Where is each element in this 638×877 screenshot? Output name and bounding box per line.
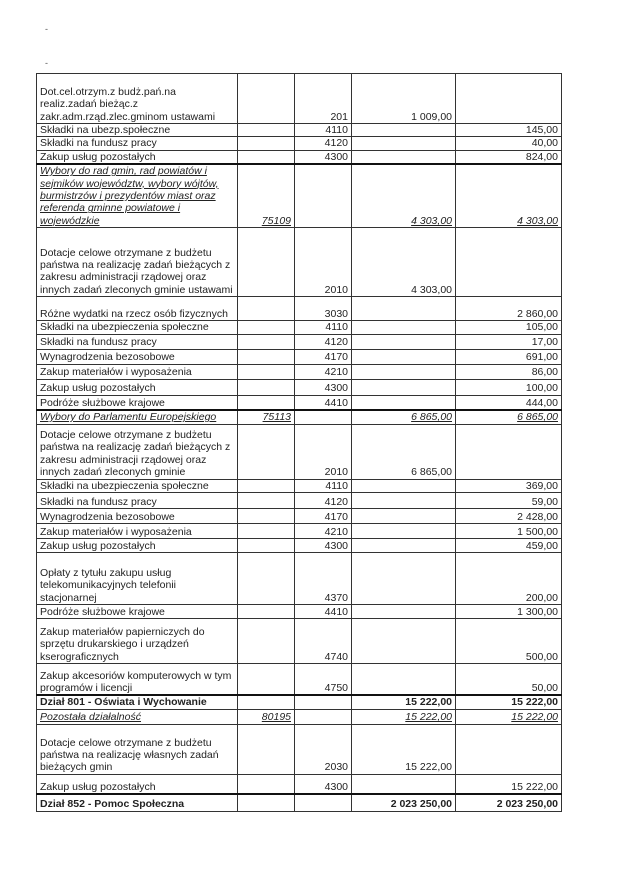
description-cell-text: Zakup materiałów i wyposażenia [40, 366, 192, 379]
description-cell [37, 321, 238, 334]
paragraph-cell-text: 2030 [324, 761, 348, 774]
description-cell [37, 410, 238, 424]
expenditure-cell-text: 500,00 [525, 650, 558, 663]
revenue-cell [352, 552, 456, 604]
paragraph-cell-text: 4210 [324, 366, 348, 379]
paragraph-cell [295, 663, 352, 695]
table-row [37, 379, 562, 395]
chapter-cell [238, 379, 295, 395]
chapter-cell [238, 523, 295, 538]
description-cell [37, 395, 238, 410]
expenditure-cell [456, 228, 562, 297]
description-cell-text: Zakup materiałów i wyposażenia [40, 525, 192, 538]
revenue-cell [352, 124, 456, 137]
expenditure-cell [456, 523, 562, 538]
paragraph-cell [295, 364, 352, 379]
description-cell [37, 228, 238, 297]
chapter-cell [238, 695, 295, 709]
paragraph-cell-text: 2010 [324, 283, 348, 296]
chapter-cell [238, 508, 295, 523]
description-cell-text: Składki na fundusz pracy [40, 495, 157, 508]
paragraph-cell-text: 4110 [325, 321, 348, 334]
paragraph-cell-text: 4750 [324, 682, 348, 695]
description-cell [37, 538, 238, 552]
table-row [37, 150, 562, 164]
chapter-cell [238, 164, 295, 228]
revenue-cell [352, 618, 456, 663]
expenditure-cell [456, 410, 562, 424]
revenue-cell-text: 15 222,00 [405, 761, 452, 774]
description-cell-text: Wynagrodzenia bezosobowe [40, 351, 175, 364]
expenditure-cell [456, 297, 562, 321]
revenue-cell [352, 794, 456, 811]
paragraph-cell-text: 201 [330, 110, 348, 123]
revenue-cell [352, 137, 456, 150]
paragraph-cell [295, 349, 352, 364]
expenditure-cell [456, 479, 562, 492]
description-cell [37, 709, 238, 724]
paragraph-cell-text: 4300 [324, 539, 348, 552]
table-row [37, 774, 562, 794]
description-cell [37, 663, 238, 695]
revenue-cell [352, 228, 456, 297]
table-row [37, 724, 562, 774]
paragraph-cell [295, 794, 352, 811]
paragraph-cell [295, 410, 352, 424]
chapter-cell [238, 774, 295, 794]
description-cell [37, 424, 238, 479]
chapter-cell-text: 80195 [261, 711, 291, 724]
description-cell [37, 379, 238, 395]
chapter-cell [238, 663, 295, 695]
expenditure-cell [456, 379, 562, 395]
expenditure-cell [456, 552, 562, 604]
revenue-cell [352, 364, 456, 379]
table-row [37, 297, 562, 321]
paragraph-cell [295, 297, 352, 321]
table-row [37, 395, 562, 410]
paragraph-cell [295, 137, 352, 150]
paragraph-cell-text: 4110 [325, 479, 348, 492]
chapter-cell [238, 410, 295, 424]
expenditure-cell [456, 424, 562, 479]
paragraph-cell [295, 334, 352, 349]
description-cell-text: Zakup usług pozostałych [40, 382, 156, 395]
revenue-cell-text: 15 222,00 [405, 711, 452, 724]
expenditure-cell-text: 105,00 [525, 321, 558, 334]
paragraph-cell-text: 4120 [324, 137, 348, 150]
description-cell [37, 604, 238, 618]
paragraph-cell [295, 492, 352, 508]
chapter-cell [238, 538, 295, 552]
description-cell-text: Podróże służbowe krajowe [40, 605, 165, 618]
description-cell [37, 618, 238, 663]
chapter-cell [238, 364, 295, 379]
paragraph-cell [295, 124, 352, 137]
expenditure-cell [456, 74, 562, 124]
chapter-cell [238, 124, 295, 137]
table-row [37, 424, 562, 479]
table-row [37, 618, 562, 663]
description-cell-text: Składki na fundusz pracy [40, 137, 157, 150]
expenditure-cell-text: 444,00 [525, 396, 558, 409]
description-cell-text: Składki na ubezpieczenia społeczne [40, 479, 209, 492]
paragraph-cell [295, 552, 352, 604]
expenditure-cell-text: 15 222,00 [511, 780, 558, 793]
revenue-cell [352, 395, 456, 410]
expenditure-cell-text: 4 303,00 [517, 214, 558, 227]
table-row [37, 349, 562, 364]
revenue-cell [352, 538, 456, 552]
chapter-cell [238, 228, 295, 297]
paragraph-cell [295, 395, 352, 410]
table-row [37, 663, 562, 695]
revenue-cell [352, 334, 456, 349]
paragraph-cell [295, 724, 352, 774]
description-cell-text: Zakup usług pozostałych [40, 539, 156, 552]
description-cell-text: Dotacje celowe otrzymane z budżetu państwa na realizację zadań bieżących z zakresu administracji rządowej oraz innych zadań zleconych gminie [40, 428, 231, 479]
paragraph-cell [295, 150, 352, 164]
expenditure-cell [456, 618, 562, 663]
revenue-cell [352, 410, 456, 424]
expenditure-cell-text: 100,00 [525, 382, 558, 395]
paragraph-cell-text: 4370 [324, 591, 348, 604]
paragraph-cell [295, 618, 352, 663]
expenditure-cell [456, 364, 562, 379]
description-cell-text: Dot.cel.otrzym.z budż.pań.na realiz.zadań bieżąc.z zakr.adm.rząd.zlec.gminom ustawami [40, 85, 216, 123]
chapter-cell [238, 74, 295, 124]
paragraph-cell [295, 74, 352, 124]
table-row [37, 552, 562, 604]
table-row [37, 334, 562, 349]
chapter-cell [238, 724, 295, 774]
paragraph-cell [295, 709, 352, 724]
description-cell-text: Podróże służbowe krajowe [40, 396, 165, 409]
description-cell [37, 150, 238, 164]
description-cell-text: Zakup usług pozostałych [40, 150, 156, 163]
chapter-cell [238, 395, 295, 410]
expenditure-cell-text: 824,00 [525, 150, 558, 163]
revenue-cell-text: 6 865,00 [411, 411, 452, 424]
description-cell [37, 492, 238, 508]
table-row [37, 492, 562, 508]
paragraph-cell-text: 4740 [324, 650, 348, 663]
description-cell [37, 508, 238, 523]
description-cell [37, 74, 238, 124]
expenditure-cell-text: 86,00 [531, 366, 558, 379]
revenue-cell [352, 523, 456, 538]
expenditure-cell-text: 59,00 [531, 495, 558, 508]
chapter-cell [238, 552, 295, 604]
description-cell [37, 724, 238, 774]
paragraph-cell-text: 4120 [324, 336, 348, 349]
paragraph-cell [295, 523, 352, 538]
expenditure-cell [456, 164, 562, 228]
expenditure-cell [456, 709, 562, 724]
chapter-cell [238, 349, 295, 364]
revenue-cell-text: 4 303,00 [411, 214, 452, 227]
description-cell-text: Zakup akcesoriów komputerowych w tym programów i licencji [40, 669, 232, 695]
expenditure-cell [456, 695, 562, 709]
table-row [37, 479, 562, 492]
subsection-row [37, 709, 562, 724]
table-row [37, 523, 562, 538]
expenditure-cell-text: 2 428,00 [517, 510, 558, 523]
table-row [37, 124, 562, 137]
paragraph-cell [295, 479, 352, 492]
chapter-cell-text: 75113 [262, 411, 291, 424]
paragraph-cell [295, 508, 352, 523]
section-total-row [37, 794, 562, 811]
description-cell [37, 364, 238, 379]
description-cell-text: Pozostała działalność [40, 711, 141, 724]
expenditure-cell [456, 604, 562, 618]
subsection-row [37, 410, 562, 424]
expenditure-cell [456, 724, 562, 774]
description-cell [37, 137, 238, 150]
revenue-cell [352, 774, 456, 794]
chapter-cell [238, 618, 295, 663]
revenue-cell-text: 2 023 250,00 [390, 798, 452, 811]
expenditure-cell-text: 200,00 [525, 591, 558, 604]
paragraph-cell-text: 2010 [324, 466, 348, 479]
table-row [37, 137, 562, 150]
table-row [37, 364, 562, 379]
expenditure-cell [456, 137, 562, 150]
expenditure-cell-text: 691,00 [525, 351, 558, 364]
expenditure-cell [456, 150, 562, 164]
description-cell-text: Dotacje celowe otrzymane z budżetu państwa na realizację własnych zadań bieżących gmin [40, 736, 219, 774]
chapter-cell [238, 709, 295, 724]
revenue-cell [352, 508, 456, 523]
revenue-cell [352, 297, 456, 321]
description-cell [37, 479, 238, 492]
expenditure-cell [456, 492, 562, 508]
description-cell [37, 523, 238, 538]
description-cell [37, 774, 238, 794]
expenditure-cell-text: 145,00 [525, 124, 558, 136]
expenditure-cell-text: 15 222,00 [511, 696, 558, 709]
revenue-cell [352, 724, 456, 774]
expenditure-cell-text: 1 500,00 [517, 525, 558, 538]
chapter-cell [238, 321, 295, 334]
paragraph-cell [295, 604, 352, 618]
paragraph-cell-text: 4300 [324, 150, 348, 163]
chapter-cell [238, 334, 295, 349]
chapter-cell [238, 479, 295, 492]
description-cell-text: Składki na ubezpieczenia społeczne [40, 321, 209, 334]
chapter-cell [238, 137, 295, 150]
revenue-cell [352, 695, 456, 709]
table-row [37, 508, 562, 523]
revenue-cell [352, 709, 456, 724]
paragraph-cell [295, 379, 352, 395]
subsection-row [37, 164, 562, 228]
expenditure-cell [456, 395, 562, 410]
table-row [37, 321, 562, 334]
paragraph-cell-text: 4300 [324, 780, 348, 793]
paragraph-cell-text: 4170 [324, 351, 348, 364]
chapter-cell [238, 424, 295, 479]
revenue-cell [352, 321, 456, 334]
revenue-cell [352, 604, 456, 618]
description-cell [37, 164, 238, 228]
chapter-cell [238, 604, 295, 618]
paragraph-cell-text: 3030 [324, 307, 348, 320]
table-row [37, 228, 562, 297]
chapter-cell [238, 297, 295, 321]
paragraph-cell-text: 4170 [324, 510, 348, 523]
expenditure-cell [456, 774, 562, 794]
expenditure-cell-text: 1 300,00 [517, 605, 558, 618]
page-mark: - [45, 58, 48, 68]
paragraph-cell [295, 774, 352, 794]
expenditure-cell-text: 369,00 [525, 479, 558, 492]
description-cell-text: Zakup materiałów papierniczych do sprzętu drukarskiego i urządzeń kserograficznych [40, 625, 205, 663]
revenue-cell [352, 379, 456, 395]
expenditure-cell-text: 17,00 [531, 336, 558, 349]
paragraph-cell [295, 228, 352, 297]
revenue-cell [352, 349, 456, 364]
expenditure-cell [456, 508, 562, 523]
description-cell-text: Różne wydatki na rzecz osób fizycznych [40, 307, 228, 320]
description-cell [37, 695, 238, 709]
revenue-cell-text: 1 009,00 [411, 110, 452, 123]
paragraph-cell-text: 4120 [324, 495, 348, 508]
paragraph-cell-text: 4210 [324, 525, 348, 538]
description-cell-text: Dotacje celowe otrzymane z budżetu państwa na realizację zadań bieżących z zakresu administracji rządowej oraz innych zadań zleconych gminie ustawami [40, 246, 233, 296]
chapter-cell [238, 794, 295, 811]
revenue-cell-text: 6 865,00 [411, 466, 452, 479]
expenditure-cell [456, 538, 562, 552]
expenditure-cell-text: 6 865,00 [517, 411, 558, 424]
expenditure-cell-text: 459,00 [525, 539, 558, 552]
paragraph-cell [295, 695, 352, 709]
revenue-cell [352, 150, 456, 164]
expenditure-cell-text: 2 023 250,00 [496, 798, 558, 811]
description-cell-text: Wybory do Parlamentu Europejskiego [40, 411, 217, 424]
description-cell [37, 349, 238, 364]
description-cell-text: Składki na ubezp.społeczne [40, 124, 171, 136]
chapter-cell [238, 150, 295, 164]
paragraph-cell-text: 4410 [324, 396, 348, 409]
revenue-cell-text: 4 303,00 [411, 283, 452, 296]
description-cell-text: Zakup usług pozostałych [40, 780, 156, 793]
description-cell [37, 124, 238, 137]
description-cell [37, 552, 238, 604]
description-cell-text: Wynagrodzenia bezosobowe [40, 510, 175, 523]
paragraph-cell [295, 424, 352, 479]
paragraph-cell-text: 4300 [324, 382, 348, 395]
expenditure-cell [456, 349, 562, 364]
description-cell-text: Dział 852 - Pomoc Społeczna [40, 798, 185, 811]
revenue-cell [352, 164, 456, 228]
chapter-cell [238, 492, 295, 508]
expenditure-cell [456, 321, 562, 334]
expenditure-cell [456, 663, 562, 695]
table-row [37, 604, 562, 618]
expenditure-cell-text: 50,00 [531, 682, 558, 695]
budget-table-body [37, 74, 562, 812]
table-row [37, 74, 562, 124]
section-total-row [37, 695, 562, 709]
expenditure-cell [456, 334, 562, 349]
description-cell [37, 334, 238, 349]
revenue-cell [352, 74, 456, 124]
paragraph-cell [295, 538, 352, 552]
revenue-cell [352, 424, 456, 479]
paragraph-cell [295, 164, 352, 228]
expenditure-cell-text: 40,00 [531, 137, 558, 150]
revenue-cell [352, 492, 456, 508]
page-mark: - [45, 24, 48, 34]
budget-table [36, 73, 562, 812]
description-cell-text: Składki na fundusz pracy [40, 336, 157, 349]
table-row [37, 538, 562, 552]
revenue-cell [352, 479, 456, 492]
paragraph-cell [295, 321, 352, 334]
paragraph-cell-text: 4410 [324, 605, 348, 618]
revenue-cell-text: 15 222,00 [405, 696, 452, 709]
description-cell [37, 297, 238, 321]
description-cell-text: Opłaty z tytułu zakupu usług telekomunikacyjnych telefonii stacjonarnej [40, 566, 176, 604]
description-cell-text: Dział 801 - Oświata i Wychowanie [40, 696, 207, 709]
expenditure-cell-text: 2 860,00 [517, 307, 558, 320]
expenditure-cell [456, 124, 562, 137]
description-cell [37, 794, 238, 811]
description-cell-text: Wybory do rad gmin, rad powiatów i sejmików województw, wybory wójtów, burmistrzów i prezydentów miast oraz referenda gminne powiatowe i wojewódzkie [40, 165, 219, 227]
expenditure-cell [456, 794, 562, 811]
paragraph-cell-text: 4110 [325, 124, 348, 136]
revenue-cell [352, 663, 456, 695]
expenditure-cell-text: 15 222,00 [511, 711, 558, 724]
chapter-cell-text: 75109 [261, 214, 291, 227]
